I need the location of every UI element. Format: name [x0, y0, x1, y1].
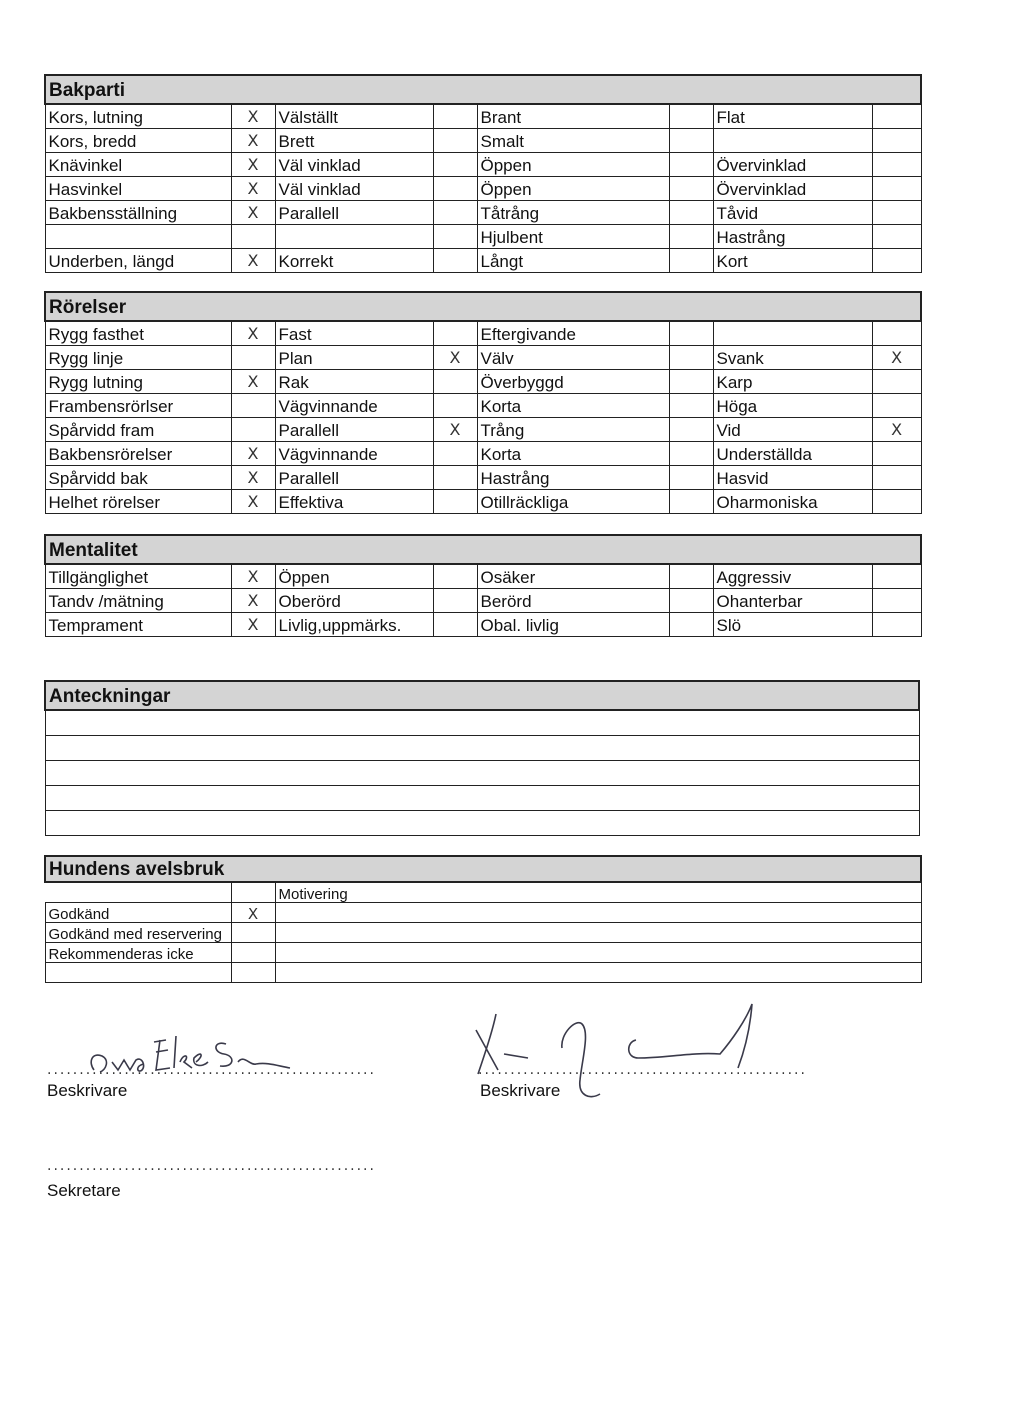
- check-mark-4[interactable]: [872, 370, 921, 394]
- check-mark-4[interactable]: X: [872, 418, 921, 442]
- table-row: [45, 418, 921, 442]
- note-line: [45, 811, 919, 836]
- table-row: [45, 589, 921, 613]
- label-beskrivare-1: Beskrivare: [47, 1081, 128, 1100]
- check-mark-3[interactable]: [669, 418, 713, 442]
- note-field[interactable]: [45, 736, 919, 761]
- section-title-avelsbruk: Hundens avelsbruk: [45, 856, 921, 882]
- check-mark-1[interactable]: X: [231, 564, 275, 589]
- option-1: Plan: [275, 346, 433, 370]
- check-mark-4[interactable]: [872, 177, 921, 201]
- check-mark-3[interactable]: [669, 225, 713, 249]
- check-mark-4[interactable]: [872, 249, 921, 273]
- section-title-bakparti: Bakparti: [45, 75, 921, 104]
- decision-check-mark[interactable]: [231, 943, 275, 963]
- check-mark-3[interactable]: [669, 346, 713, 370]
- table-row: [45, 249, 921, 273]
- motivering-field[interactable]: [275, 963, 921, 983]
- motivering-field[interactable]: [275, 923, 921, 943]
- option-2: Välv: [477, 346, 669, 370]
- check-mark-4[interactable]: [872, 201, 921, 225]
- row-label: Hasvinkel: [45, 177, 231, 201]
- check-mark-1[interactable]: [231, 346, 275, 370]
- check-mark-2[interactable]: [433, 370, 477, 394]
- check-mark-3[interactable]: [669, 394, 713, 418]
- anteckningar-table: [44, 680, 920, 836]
- option-3: Aggressiv: [713, 564, 872, 589]
- option-2: Öppen: [477, 153, 669, 177]
- check-mark-3[interactable]: [669, 490, 713, 514]
- check-mark-1[interactable]: [231, 394, 275, 418]
- table-row: [45, 490, 921, 514]
- check-mark-1[interactable]: X: [231, 153, 275, 177]
- row-label: Rygg linje: [45, 346, 231, 370]
- row-label: Kors, bredd: [45, 129, 231, 153]
- check-mark-2[interactable]: [433, 442, 477, 466]
- check-mark-1[interactable]: X: [231, 321, 275, 346]
- check-mark-3[interactable]: [669, 153, 713, 177]
- check-mark-2[interactable]: X: [433, 418, 477, 442]
- check-mark-3[interactable]: [669, 589, 713, 613]
- mentalitet-table: [44, 534, 922, 637]
- check-mark-2[interactable]: [433, 394, 477, 418]
- note-field[interactable]: [45, 811, 919, 836]
- row-label: Spårvidd fram: [45, 418, 231, 442]
- check-mark-3[interactable]: [669, 201, 713, 225]
- check-mark-4[interactable]: [872, 129, 921, 153]
- check-mark-4[interactable]: [872, 466, 921, 490]
- check-mark-4[interactable]: [872, 613, 921, 637]
- option-2: Obal. livlig: [477, 613, 669, 637]
- option-3: [713, 129, 872, 153]
- option-2: Osäker: [477, 564, 669, 589]
- option-1: Rak: [275, 370, 433, 394]
- check-mark-2[interactable]: [433, 490, 477, 514]
- option-3: Flat: [713, 104, 872, 129]
- table-row: [45, 963, 921, 983]
- row-label: Underben, längd: [45, 249, 231, 273]
- check-mark-2[interactable]: [433, 564, 477, 589]
- row-label: Bakbensrörelser: [45, 442, 231, 466]
- option-1: Väl vinklad: [275, 153, 433, 177]
- row-label: Rygg fasthet: [45, 321, 231, 346]
- check-mark-4[interactable]: [872, 490, 921, 514]
- check-mark-3[interactable]: [669, 177, 713, 201]
- option-2: Korta: [477, 394, 669, 418]
- table-row: [45, 321, 921, 346]
- table-row: [45, 370, 921, 394]
- option-1: Korrekt: [275, 249, 433, 273]
- check-mark-3[interactable]: [669, 442, 713, 466]
- option-3: Ohanterbar: [713, 589, 872, 613]
- decision-label: Godkänd: [45, 903, 231, 923]
- option-2: Långt: [477, 249, 669, 273]
- check-mark-2[interactable]: [433, 249, 477, 273]
- note-line: [45, 761, 919, 786]
- option-1: Vägvinnande: [275, 394, 433, 418]
- check-mark-3[interactable]: [669, 104, 713, 129]
- option-1: Brett: [275, 129, 433, 153]
- check-mark-2[interactable]: [433, 129, 477, 153]
- row-label: Frambensrörlser: [45, 394, 231, 418]
- motivering-field[interactable]: [275, 903, 921, 923]
- decision-check-mark[interactable]: [231, 963, 275, 983]
- row-label: Knävinkel: [45, 153, 231, 177]
- note-field[interactable]: [45, 761, 919, 786]
- check-mark-3[interactable]: [669, 249, 713, 273]
- check-mark-2[interactable]: [433, 466, 477, 490]
- option-3: Övervinklad: [713, 153, 872, 177]
- option-2: Otillräckliga: [477, 490, 669, 514]
- option-1: Parallell: [275, 418, 433, 442]
- note-line: [45, 736, 919, 761]
- check-mark-2[interactable]: [433, 104, 477, 129]
- option-3: Övervinklad: [713, 177, 872, 201]
- note-line: [45, 786, 919, 811]
- check-mark-4[interactable]: [872, 564, 921, 589]
- motivering-label: Motivering: [275, 882, 921, 903]
- avelsbruk-table: [44, 855, 922, 983]
- check-mark-2[interactable]: [433, 201, 477, 225]
- option-1: Vägvinnande: [275, 442, 433, 466]
- check-mark-1[interactable]: X: [231, 613, 275, 637]
- check-mark-1[interactable]: [231, 225, 275, 249]
- row-label: Kors, lutning: [45, 104, 231, 129]
- check-mark-4[interactable]: X: [872, 346, 921, 370]
- option-2: Överbyggd: [477, 370, 669, 394]
- option-2: Hastrång: [477, 466, 669, 490]
- option-1: Oberörd: [275, 589, 433, 613]
- check-mark-3[interactable]: [669, 370, 713, 394]
- check-mark-2[interactable]: [433, 589, 477, 613]
- check-mark-4[interactable]: [872, 394, 921, 418]
- option-2: Hjulbent: [477, 225, 669, 249]
- check-mark-4[interactable]: [872, 153, 921, 177]
- check-mark-1[interactable]: X: [231, 490, 275, 514]
- row-label: Bakbensställning: [45, 201, 231, 225]
- section-title-mentalitet: Mentalitet: [45, 535, 921, 564]
- table-row: [45, 613, 921, 637]
- option-3: Hastrång: [713, 225, 872, 249]
- option-1: Effektiva: [275, 490, 433, 514]
- option-1: Fast: [275, 321, 433, 346]
- table-row: [45, 903, 921, 923]
- check-mark-3[interactable]: [669, 466, 713, 490]
- check-mark-2[interactable]: [433, 613, 477, 637]
- option-1: Öppen: [275, 564, 433, 589]
- check-mark-1[interactable]: X: [231, 177, 275, 201]
- check-mark-3[interactable]: [669, 321, 713, 346]
- check-mark-4[interactable]: [872, 589, 921, 613]
- signature-line-sekretare: ...................................................: [47, 1158, 376, 1174]
- signature-line-beskrivare-1: ...................................................: [47, 1062, 376, 1078]
- option-3: Svank: [713, 346, 872, 370]
- option-3: Slö: [713, 613, 872, 637]
- label-beskrivare-2: Beskrivare: [480, 1081, 561, 1100]
- check-mark-1[interactable]: X: [231, 104, 275, 129]
- option-2: Eftergivande: [477, 321, 669, 346]
- option-3: Höga: [713, 394, 872, 418]
- check-mark-2[interactable]: X: [433, 346, 477, 370]
- option-3: Tåvid: [713, 201, 872, 225]
- bakparti-table: [44, 74, 922, 273]
- table-row: [45, 442, 921, 466]
- option-3: Kort: [713, 249, 872, 273]
- label-sekretare: Sekretare: [47, 1181, 121, 1200]
- option-3: Hasvid: [713, 466, 872, 490]
- rorelser-table: [44, 291, 922, 514]
- check-mark-1[interactable]: [231, 418, 275, 442]
- table-row: [45, 394, 921, 418]
- check-mark-2[interactable]: [433, 177, 477, 201]
- row-label: Tandv /mätning: [45, 589, 231, 613]
- option-2: Trång: [477, 418, 669, 442]
- check-mark-1[interactable]: X: [231, 370, 275, 394]
- signature-line-beskrivare-2: ...................................................: [478, 1062, 807, 1078]
- decision-check-mark[interactable]: X: [231, 903, 275, 923]
- check-mark-3[interactable]: [669, 613, 713, 637]
- decision-label: Rekommenderas icke: [45, 943, 231, 963]
- table-row: [45, 564, 921, 589]
- row-label: Temprament: [45, 613, 231, 637]
- row-label: Helhet rörelser: [45, 490, 231, 514]
- section-title-anteckningar: Anteckningar: [45, 681, 919, 710]
- table-row: [45, 943, 921, 963]
- table-row: [45, 104, 921, 129]
- check-mark-4[interactable]: [872, 225, 921, 249]
- option-3: Oharmoniska: [713, 490, 872, 514]
- check-mark-1[interactable]: X: [231, 466, 275, 490]
- row-label: Tillgänglighet: [45, 564, 231, 589]
- check-mark-4[interactable]: [872, 321, 921, 346]
- table-row: [45, 466, 921, 490]
- option-1: Välställt: [275, 104, 433, 129]
- option-1: [275, 225, 433, 249]
- option-2: Smalt: [477, 129, 669, 153]
- table-row: [45, 201, 921, 225]
- check-mark-1[interactable]: X: [231, 201, 275, 225]
- check-mark-4[interactable]: [872, 442, 921, 466]
- decision-check-mark[interactable]: [231, 923, 275, 943]
- note-line: [45, 710, 919, 736]
- option-3: Vid: [713, 418, 872, 442]
- option-3: [713, 321, 872, 346]
- option-2: Berörd: [477, 589, 669, 613]
- note-field[interactable]: [45, 786, 919, 811]
- table-row: [45, 153, 921, 177]
- motivering-field[interactable]: [275, 943, 921, 963]
- table-row: [45, 225, 921, 249]
- option-2: Korta: [477, 442, 669, 466]
- check-mark-2[interactable]: [433, 321, 477, 346]
- check-mark-1[interactable]: X: [231, 129, 275, 153]
- option-3: Karp: [713, 370, 872, 394]
- table-row: [45, 177, 921, 201]
- option-1: Parallell: [275, 201, 433, 225]
- check-mark-1[interactable]: X: [231, 589, 275, 613]
- option-1: Livlig,uppmärks.: [275, 613, 433, 637]
- table-row: [45, 346, 921, 370]
- row-label: Rygg lutning: [45, 370, 231, 394]
- option-2: Öppen: [477, 177, 669, 201]
- check-mark-1[interactable]: X: [231, 442, 275, 466]
- decision-label: Godkänd med reservering: [45, 923, 231, 943]
- table-row: [45, 129, 921, 153]
- check-mark-2[interactable]: [433, 153, 477, 177]
- section-title-rorelser: Rörelser: [45, 292, 921, 321]
- check-mark-4[interactable]: [872, 104, 921, 129]
- check-mark-2[interactable]: [433, 225, 477, 249]
- check-mark-1[interactable]: X: [231, 249, 275, 273]
- option-1: Parallell: [275, 466, 433, 490]
- row-label: [45, 225, 231, 249]
- table-row: [45, 923, 921, 943]
- check-mark-3[interactable]: [669, 129, 713, 153]
- decision-label: [45, 963, 231, 983]
- row-label: Spårvidd bak: [45, 466, 231, 490]
- note-field[interactable]: [45, 710, 919, 736]
- option-2: Tåtrång: [477, 201, 669, 225]
- option-2: Brant: [477, 104, 669, 129]
- option-3: Underställda: [713, 442, 872, 466]
- option-1: Väl vinklad: [275, 177, 433, 201]
- check-mark-3[interactable]: [669, 564, 713, 589]
